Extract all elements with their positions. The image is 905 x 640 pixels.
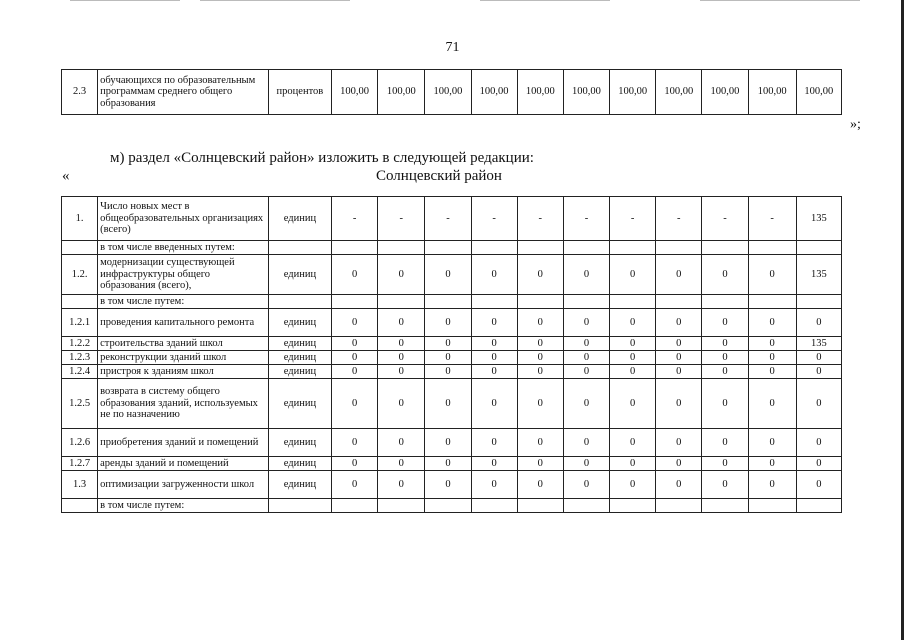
row-value-cell [656,499,702,513]
row-value-cell: 100,00 [332,70,378,115]
row-value-cell: 100,00 [378,70,425,115]
page-number: 71 [445,40,460,55]
row-value-cell: 100,00 [517,70,563,115]
row-value-cell: 135 [796,197,841,241]
row-value-cell [702,499,748,513]
row-value-cell: 0 [748,337,796,351]
row-value-cell [748,295,796,309]
row-value-cell: 0 [517,429,563,457]
table-row [62,255,842,295]
row-value-cell: 0 [656,309,702,337]
row-unit-cell [268,499,331,513]
table-row [62,457,842,471]
row-value-cell: 0 [563,365,609,379]
row-value-cell: - [748,197,796,241]
row-value-cell: 0 [425,457,471,471]
row-value-cell [517,241,563,255]
row-value-cell: 0 [425,471,471,499]
row-code-cell: 1.2.4 [62,365,98,379]
row-value-cell: - [656,197,702,241]
row-value-cell: - [702,197,748,241]
row-value-cell [656,241,702,255]
row-value-cell: 0 [378,255,425,295]
row-value-cell: 0 [796,471,841,499]
row-value-cell [471,295,517,309]
row-value-cell: 0 [425,337,471,351]
row-value-cell: 0 [517,379,563,429]
row-value-cell [796,499,841,513]
row-value-cell: 0 [702,457,748,471]
row-value-cell [748,241,796,255]
row-description-cell: модернизации существующей инфраструктуры общего образования (всего), [98,255,269,295]
row-unit-cell: единиц [268,255,331,295]
row-code-cell: 1.2.1 [62,309,98,337]
row-value-cell: 0 [656,255,702,295]
row-value-cell [517,499,563,513]
row-description-cell: обучающихся по образовательным программам среднего общего образования [98,70,269,115]
row-value-cell [332,241,378,255]
row-value-cell [425,241,471,255]
row-description-cell: пристроя к зданиям школ [98,365,269,379]
row-value-cell: 0 [471,255,517,295]
row-value-cell [702,295,748,309]
table-row [62,70,842,115]
row-value-cell: 0 [610,429,656,457]
row-value-cell: 0 [517,471,563,499]
row-value-cell: 0 [748,429,796,457]
row-value-cell: 0 [378,429,425,457]
row-value-cell: 0 [517,255,563,295]
row-value-cell [425,295,471,309]
row-value-cell: 0 [610,351,656,365]
row-value-cell: 0 [563,255,609,295]
row-value-cell [563,295,609,309]
row-value-cell: 0 [332,457,378,471]
row-value-cell: 100,00 [563,70,609,115]
row-value-cell: 0 [748,457,796,471]
row-value-cell: 0 [748,309,796,337]
row-value-cell [610,295,656,309]
row-value-cell: 100,00 [425,70,471,115]
table-row [62,309,842,337]
row-value-cell: 0 [610,365,656,379]
open-quote: « [62,168,70,184]
row-unit-cell [268,241,331,255]
row-value-cell: 0 [610,309,656,337]
row-value-cell: 0 [378,457,425,471]
row-value-cell [517,295,563,309]
row-value-cell: 0 [702,429,748,457]
row-value-cell: 0 [656,337,702,351]
row-value-cell: 0 [471,309,517,337]
top-table [61,69,842,115]
row-value-cell: 0 [332,429,378,457]
row-value-cell: 0 [702,379,748,429]
row-code-cell [62,499,98,513]
row-value-cell: 0 [563,471,609,499]
row-value-cell: 0 [796,429,841,457]
row-value-cell: - [425,197,471,241]
table-row [62,351,842,365]
row-unit-cell: единиц [268,379,331,429]
row-value-cell: 0 [332,471,378,499]
row-value-cell: 0 [425,379,471,429]
row-code-cell: 2.3 [62,70,98,115]
row-value-cell: 0 [610,337,656,351]
row-unit-cell [268,295,331,309]
row-value-cell: 0 [610,379,656,429]
row-value-cell: 100,00 [610,70,656,115]
row-unit-cell: единиц [268,457,331,471]
row-value-cell: 0 [378,379,425,429]
row-code-cell: 1.2.7 [62,457,98,471]
row-value-cell [563,499,609,513]
row-value-cell: 0 [563,429,609,457]
row-value-cell: 0 [702,255,748,295]
row-value-cell [332,499,378,513]
row-value-cell: 0 [702,309,748,337]
table-row [62,241,842,255]
row-value-cell: 0 [656,351,702,365]
row-value-cell: 0 [748,365,796,379]
row-value-cell: 0 [610,457,656,471]
row-value-cell: 0 [378,309,425,337]
row-value-cell: 0 [563,379,609,429]
row-value-cell: 0 [656,457,702,471]
row-description-cell: реконструкции зданий школ [98,351,269,365]
row-value-cell: 0 [471,379,517,429]
row-code-cell: 1.2.2 [62,337,98,351]
row-code-cell: 1.2.5 [62,379,98,429]
row-value-cell: 0 [796,379,841,429]
row-value-cell: 0 [610,255,656,295]
row-description-cell: в том числе введенных путем: [98,241,269,255]
row-value-cell: 0 [425,429,471,457]
row-value-cell: 0 [796,457,841,471]
table-row [62,197,842,241]
row-value-cell: 0 [563,337,609,351]
section-instruction: м) раздел «Солнцевский район» изложить в следующей редакции: [110,150,534,166]
row-description-cell: аренды зданий и помещений [98,457,269,471]
row-value-cell: 100,00 [796,70,841,115]
row-value-cell: - [471,197,517,241]
row-value-cell: 0 [471,471,517,499]
closing-quote: »; [850,117,861,132]
row-description-cell: проведения капитального ремонта [98,309,269,337]
scan-right-edge [901,0,904,640]
row-unit-cell: процентов [268,70,331,115]
row-value-cell [748,499,796,513]
table-row [62,471,842,499]
row-unit-cell: единиц [268,309,331,337]
row-value-cell: 0 [378,471,425,499]
row-value-cell: 0 [471,457,517,471]
row-description-cell: возврата в систему общего образования зданий, используемых не по назначению [98,379,269,429]
row-code-cell [62,241,98,255]
row-value-cell: 100,00 [702,70,748,115]
row-value-cell: 0 [378,351,425,365]
row-value-cell: - [610,197,656,241]
row-unit-cell: единиц [268,429,331,457]
scan-top-edge [0,0,905,2]
row-value-cell: 0 [702,351,748,365]
row-unit-cell: единиц [268,365,331,379]
row-value-cell: 0 [425,351,471,365]
row-value-cell: 0 [748,471,796,499]
row-value-cell: 0 [563,351,609,365]
row-value-cell: 0 [425,255,471,295]
row-value-cell [563,241,609,255]
row-value-cell [796,241,841,255]
row-value-cell [610,499,656,513]
row-value-cell: 0 [425,309,471,337]
row-value-cell: 0 [471,429,517,457]
row-value-cell: - [332,197,378,241]
row-value-cell: 0 [517,309,563,337]
row-unit-cell: единиц [268,337,331,351]
row-value-cell: 0 [563,457,609,471]
main-table [61,196,842,513]
row-value-cell: 0 [796,309,841,337]
row-value-cell: - [378,197,425,241]
row-code-cell [62,295,98,309]
row-value-cell: 0 [425,365,471,379]
row-value-cell: 0 [332,337,378,351]
row-value-cell: - [563,197,609,241]
table-row [62,429,842,457]
row-description-cell: приобретения зданий и помещений [98,429,269,457]
row-value-cell [656,295,702,309]
section-title: Солнцевский район [376,168,502,184]
row-value-cell: 0 [471,351,517,365]
row-unit-cell: единиц [268,197,331,241]
row-value-cell [425,499,471,513]
row-value-cell: 0 [656,471,702,499]
row-value-cell: 0 [332,351,378,365]
row-value-cell [332,295,378,309]
row-value-cell [471,499,517,513]
row-value-cell: - [517,197,563,241]
row-code-cell: 1.2. [62,255,98,295]
row-value-cell: 0 [563,309,609,337]
table-row [62,365,842,379]
row-code-cell: 1.2.3 [62,351,98,365]
row-value-cell: 0 [748,379,796,429]
row-value-cell: 0 [748,351,796,365]
row-code-cell: 1. [62,197,98,241]
row-value-cell [378,499,425,513]
row-value-cell: 0 [471,365,517,379]
row-value-cell: 0 [332,309,378,337]
row-value-cell: 0 [517,365,563,379]
row-unit-cell: единиц [268,351,331,365]
row-value-cell: 0 [332,365,378,379]
table-row [62,337,842,351]
row-value-cell: 0 [656,365,702,379]
row-value-cell: 0 [702,471,748,499]
row-code-cell: 1.3 [62,471,98,499]
row-value-cell: 0 [748,255,796,295]
row-value-cell: 0 [702,337,748,351]
row-description-cell: в том числе путем: [98,295,269,309]
row-value-cell: 0 [796,351,841,365]
row-value-cell [378,241,425,255]
row-value-cell: 0 [332,379,378,429]
row-value-cell [702,241,748,255]
row-value-cell: 0 [656,429,702,457]
row-value-cell: 135 [796,337,841,351]
row-description-cell: Число новых мест в общеобразовательных организациях (всего) [98,197,269,241]
table-row [62,379,842,429]
row-value-cell: 0 [656,379,702,429]
row-value-cell: 100,00 [748,70,796,115]
row-value-cell: 0 [796,365,841,379]
row-value-cell [471,241,517,255]
row-value-cell [796,295,841,309]
row-value-cell: 100,00 [656,70,702,115]
row-value-cell: 0 [332,255,378,295]
row-value-cell: 0 [471,337,517,351]
row-value-cell: 0 [702,365,748,379]
row-value-cell: 0 [517,351,563,365]
row-value-cell: 100,00 [471,70,517,115]
row-unit-cell: единиц [268,471,331,499]
row-value-cell: 0 [517,457,563,471]
row-value-cell: 0 [378,337,425,351]
row-value-cell: 0 [610,471,656,499]
row-value-cell: 0 [517,337,563,351]
row-value-cell [610,241,656,255]
row-code-cell: 1.2.6 [62,429,98,457]
table-row [62,499,842,513]
row-value-cell: 135 [796,255,841,295]
row-description-cell: в том числе путем: [98,499,269,513]
row-description-cell: строительства зданий школ [98,337,269,351]
table-row [62,295,842,309]
row-value-cell [378,295,425,309]
row-value-cell: 0 [378,365,425,379]
row-description-cell: оптимизации загруженности школ [98,471,269,499]
